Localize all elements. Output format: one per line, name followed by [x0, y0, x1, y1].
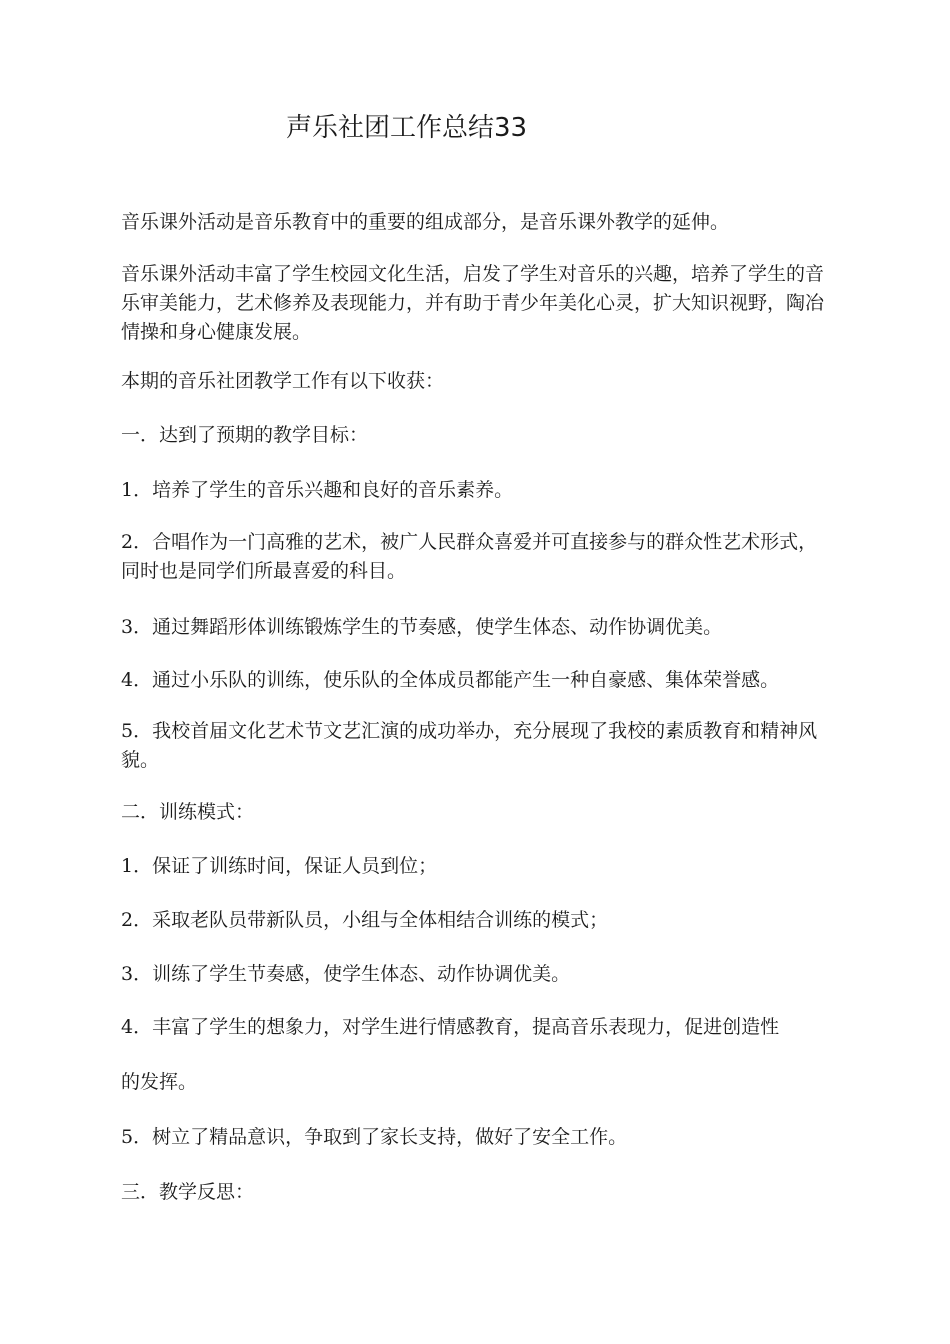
paragraph-benefits: 音乐课外活动丰富了学生校园文化生活，启发了学生对音乐的兴趣，培养了学生的音乐审美能力，艺术修养及表现能力，并有助于青少年美化心灵，扩大知识视野，陶冶情操和身心健康发展。 [121, 263, 825, 343]
section-heading-3: 三．教学反思： [121, 1181, 255, 1203]
list-item: 5．我校首届文化艺术节文艺汇演的成功举办，充分展现了我校的素质教育和精神风貌。 [121, 720, 818, 771]
list-item: 2．合唱作为一门高雅的艺术，被广人民群众喜爱并可直接参与的群众性艺术形式，同时也是同学们所最喜爱的科目。 [121, 531, 818, 582]
list-item: 2．采取老队员带新队员，小组与全体相结合训练的模式； [121, 909, 609, 931]
section-heading-2: 二．训练模式： [121, 801, 255, 823]
list-item: 4．丰富了学生的想象力，对学生进行情感教育，提高音乐表现力，促进创造性 [121, 1016, 780, 1038]
list-item: 4．通过小乐队的训练，使乐队的全体成员都能产生一种自豪感、集体荣誉感。 [121, 669, 780, 691]
list-item: 5．树立了精品意识，争取到了家长支持，做好了安全工作。 [121, 1126, 628, 1148]
list-item: 1．培养了学生的音乐兴趣和良好的音乐素养。 [121, 479, 514, 501]
section-heading-1: 一．达到了预期的教学目标： [121, 424, 369, 446]
paragraph-intro: 音乐课外活动是音乐教育中的重要的组成部分，是音乐课外教学的延伸。 [121, 211, 730, 233]
list-item: 3．通过舞蹈形体训练锻炼学生的节奏感，使学生体态、动作协调优美。 [121, 616, 723, 638]
document-title: 声乐社团工作总结33 [286, 113, 528, 143]
list-item: 1．保证了训练时间，保证人员到位； [121, 855, 438, 877]
paragraph-harvest-intro: 本期的音乐社团教学工作有以下收获： [121, 370, 445, 392]
list-item-continuation: 的发挥。 [121, 1071, 198, 1093]
list-item: 3．训练了学生节奏感，使学生体态、动作协调优美。 [121, 963, 571, 985]
